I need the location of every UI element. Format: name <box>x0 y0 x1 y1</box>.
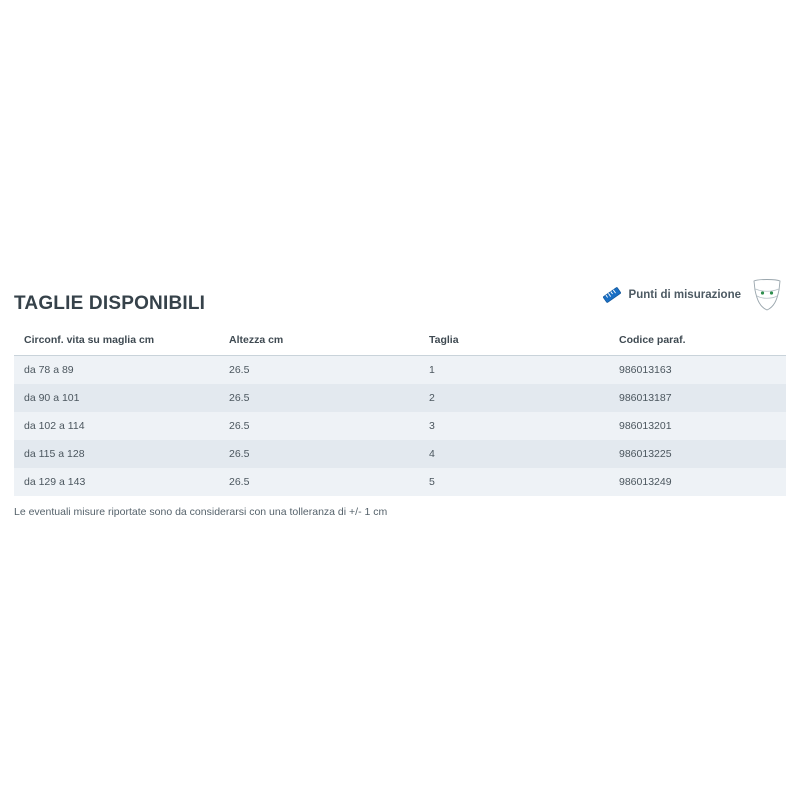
cell-code: 986013187 <box>619 392 672 404</box>
table-header-row <box>14 327 786 356</box>
cell-code: 986013249 <box>619 476 672 488</box>
cell-height: 26.5 <box>229 448 250 460</box>
cell-code: 986013225 <box>619 448 672 460</box>
cell-size: 4 <box>429 448 435 460</box>
table-row <box>14 356 786 385</box>
page-title: TAGLIE DISPONIBILI <box>14 293 206 314</box>
sizes-header <box>14 275 786 315</box>
cell-height: 26.5 <box>229 476 250 488</box>
cell-size: 2 <box>429 392 435 404</box>
cell-size: 1 <box>429 364 435 376</box>
column-header-code: Codice paraf. <box>609 327 786 356</box>
measure-points-label: Punti di misurazione <box>628 289 741 301</box>
cell-waist: da 78 a 89 <box>24 364 74 376</box>
cell-waist: da 129 a 143 <box>24 476 86 488</box>
table-row <box>14 384 786 412</box>
measure-points-link[interactable] <box>602 278 786 315</box>
table-row <box>14 440 786 468</box>
garment-thumbnail-icon <box>748 278 786 312</box>
cell-waist: da 115 a 128 <box>24 448 85 460</box>
tolerance-note: Le eventuali misure riportate sono da considerarsi con una tolleranza di +/- 1 cm <box>14 506 388 518</box>
cell-size: 5 <box>429 476 435 488</box>
sizes-table <box>14 327 786 496</box>
cell-code: 986013201 <box>619 420 672 432</box>
column-header-size: Taglia <box>419 327 609 356</box>
column-header-height: Altezza cm <box>219 327 419 356</box>
cell-size: 3 <box>429 420 435 432</box>
table-row <box>14 468 786 496</box>
cell-code: 986013163 <box>619 364 672 376</box>
sizes-section <box>14 275 786 518</box>
ruler-icon <box>602 285 622 305</box>
cell-height: 26.5 <box>229 420 250 432</box>
cell-height: 26.5 <box>229 392 250 404</box>
cell-waist: da 102 a 114 <box>24 420 85 432</box>
cell-height: 26.5 <box>229 364 250 376</box>
cell-waist: da 90 a 101 <box>24 392 80 404</box>
column-header-waist: Circonf. vita su maglia cm <box>14 327 219 356</box>
table-row <box>14 412 786 440</box>
